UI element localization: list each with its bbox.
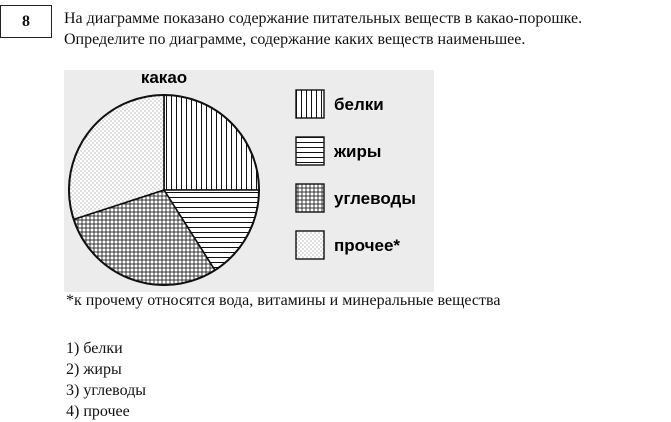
legend-swatch: [296, 184, 324, 212]
question-line: Определите по диаграмме, содержание каких веществ наименьшее.: [64, 31, 526, 48]
legend-label: жиры: [334, 142, 382, 161]
answer-option[interactable]: 1) белки: [66, 340, 123, 357]
legend-swatch: [296, 231, 324, 259]
chart-title: какао: [140, 70, 188, 87]
legend-label: белки: [334, 95, 384, 114]
pie-chart: [64, 70, 434, 292]
answer-option[interactable]: 3) углеводы: [66, 382, 147, 399]
footnote: *к прочему относятся вода, витамины и минеральные вещества: [66, 292, 501, 309]
legend-label: углеводы: [334, 189, 416, 208]
question-text: [64, 8, 668, 50]
answer-option[interactable]: 2) жиры: [66, 361, 122, 378]
legend-swatch: [296, 137, 324, 165]
answer-options: [66, 338, 146, 422]
legend-label: прочее*: [334, 236, 401, 255]
pie-chart-figure: [64, 70, 434, 292]
question-line: На диаграмме показано содержание питательных веществ в какао-порошке.: [64, 10, 583, 27]
question-number: 8: [0, 5, 52, 38]
answer-option[interactable]: 4) прочее: [66, 403, 130, 420]
legend-swatch: [296, 90, 324, 118]
